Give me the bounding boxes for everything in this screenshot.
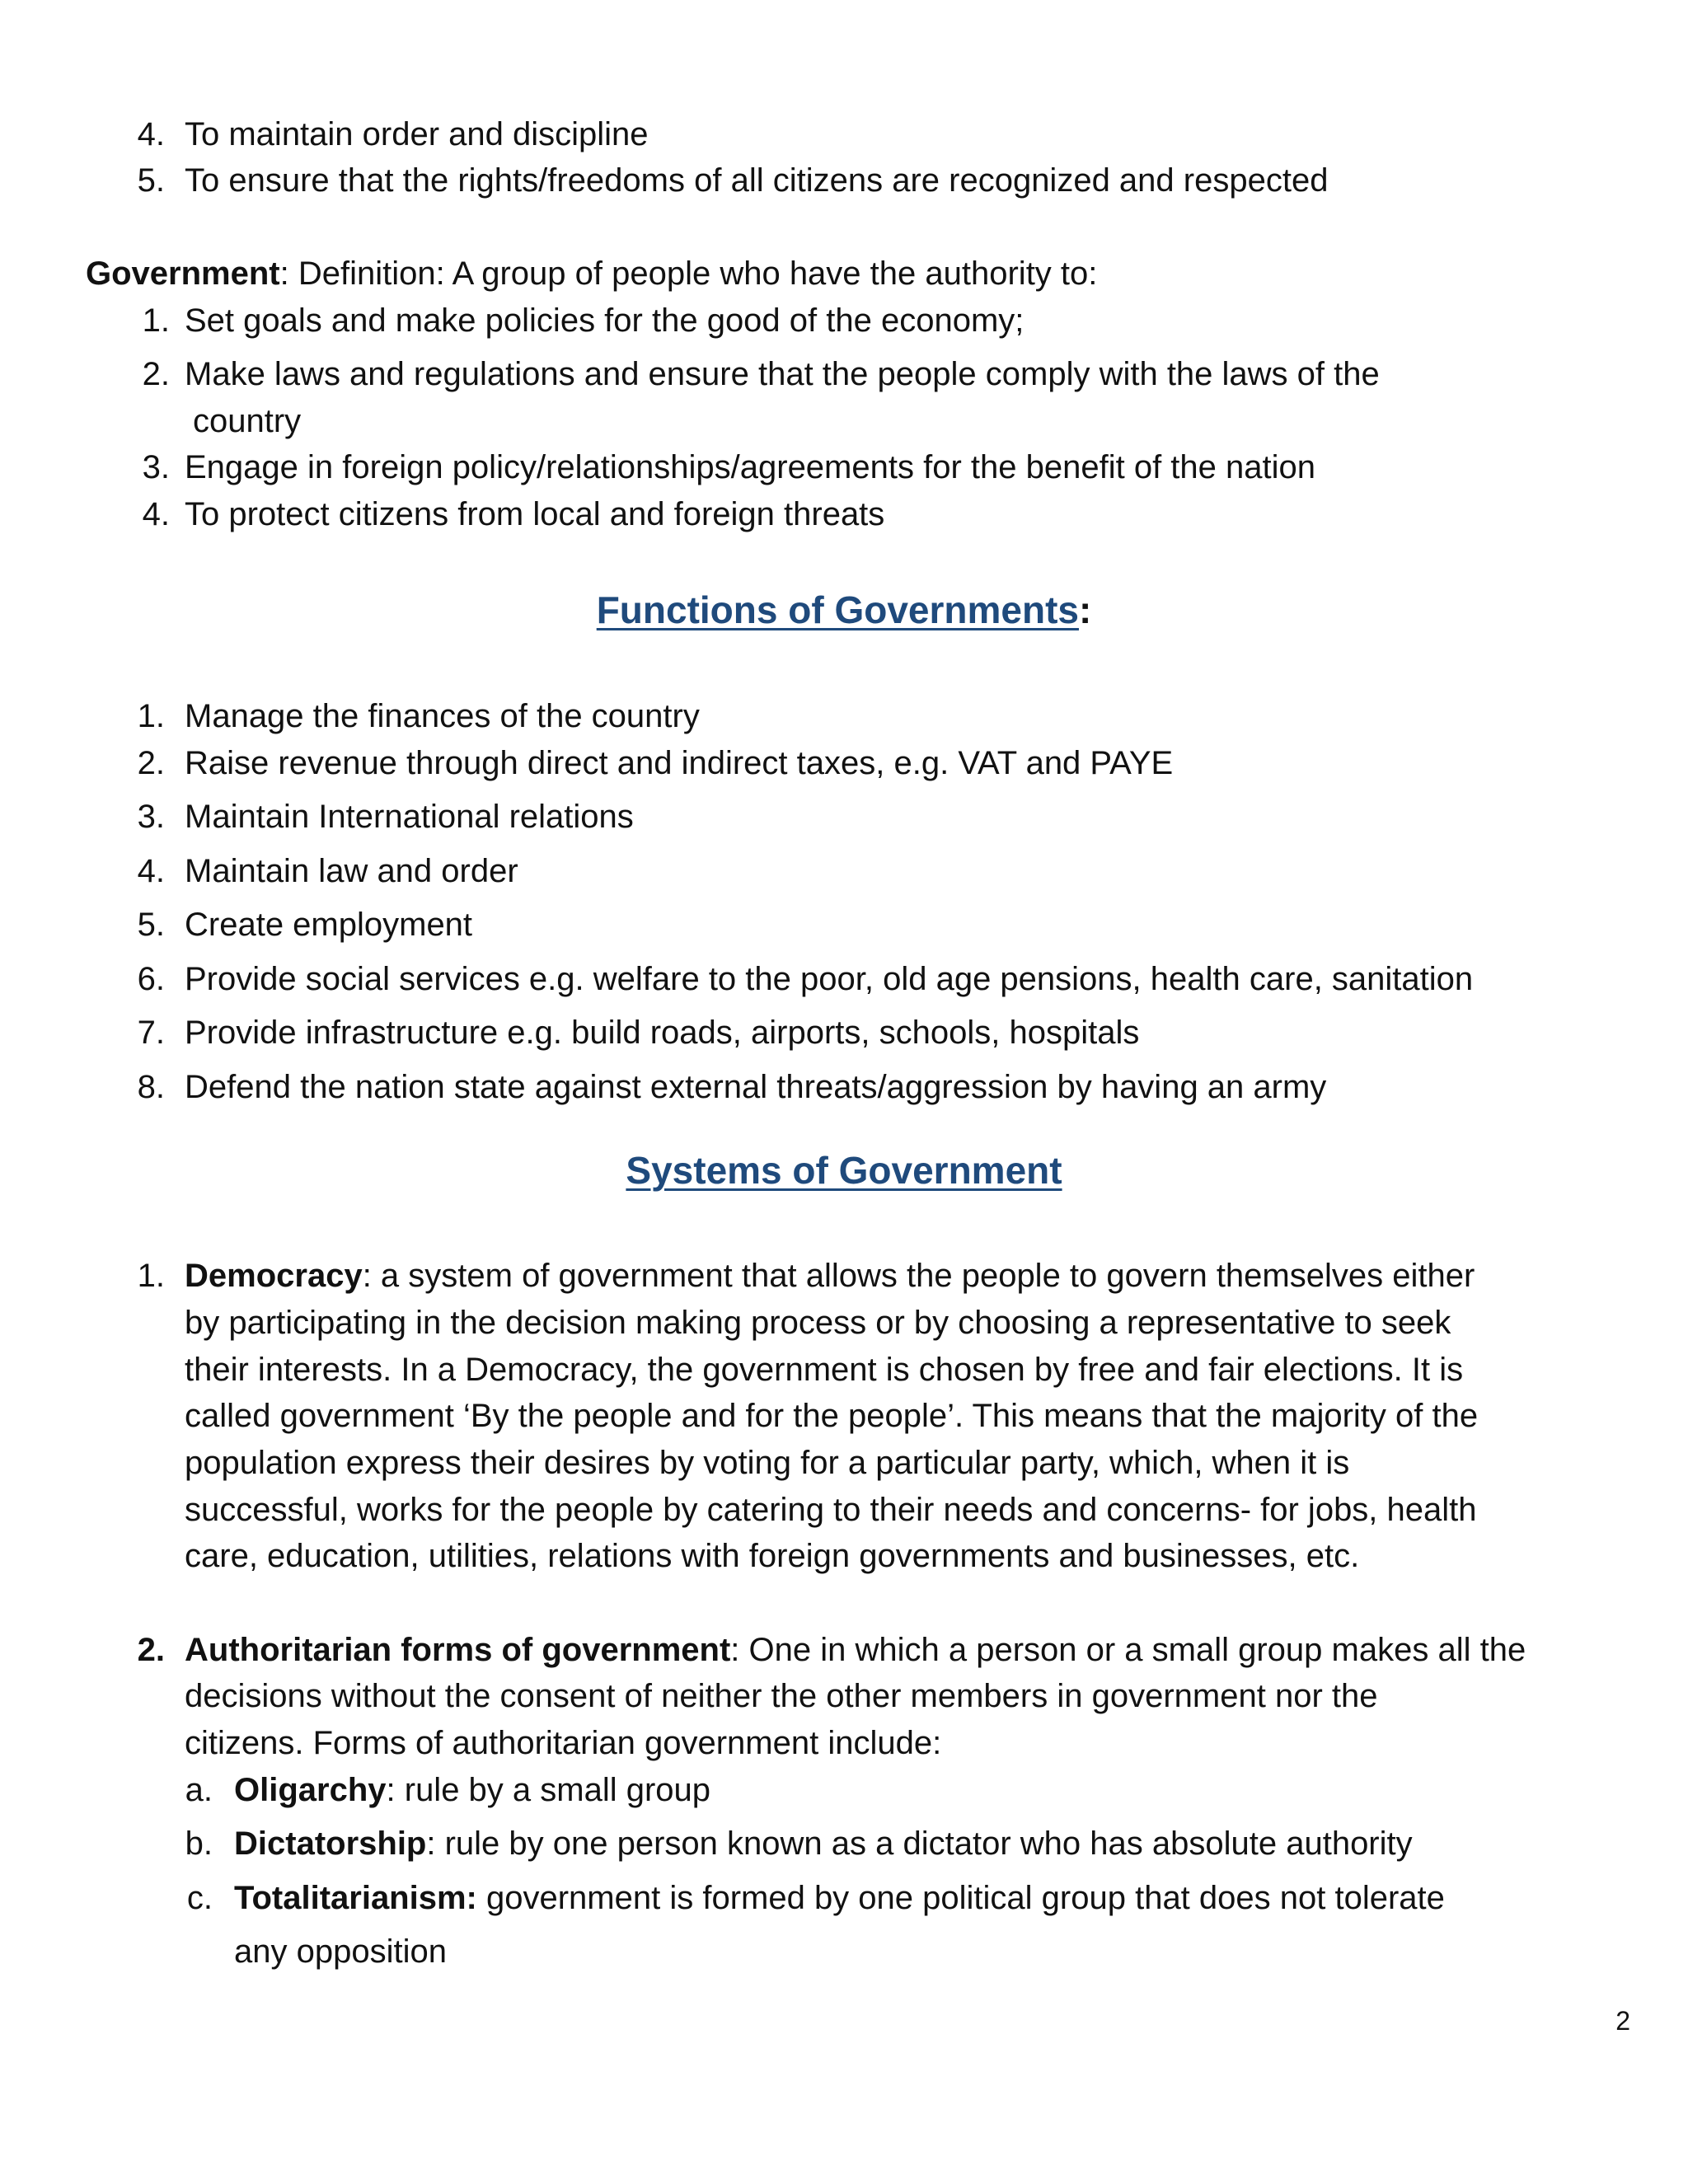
systems-heading (0, 1147, 1688, 1193)
sublist-item-continuation: any opposition (234, 1933, 447, 1970)
paragraph-line: care, education, utilities, relations with foreign governments and businesses, etc. (185, 1538, 1360, 1574)
form-text: : rule by a small group (386, 1772, 711, 1808)
sublist-letter: b. (185, 1825, 213, 1862)
list-number: 4. (142, 496, 170, 532)
paragraph-line: citizens. Forms of authoritarian government include: (185, 1725, 942, 1761)
sublist-item (234, 1770, 710, 1810)
paragraph-line: successful, works for the people by catering to their needs and concerns- for jobs, health (185, 1492, 1477, 1528)
form-term: Dictatorship (234, 1825, 427, 1862)
list-number: 2. (142, 356, 170, 392)
list-number: 1. (142, 302, 170, 339)
list-number: 1. (137, 698, 165, 734)
sublist-letter: a. (185, 1772, 213, 1808)
authoritarian-text: : One in which a person or a small group makes all the (730, 1632, 1526, 1668)
form-term: Totalitarianism: (234, 1880, 477, 1916)
paragraph-line: by participating in the decision making process or by choosing a representative to seek (185, 1305, 1451, 1341)
functions-heading (0, 587, 1688, 633)
definition-line (86, 254, 1097, 293)
list-item: Manage the finances of the country (185, 698, 700, 734)
democracy-text: : a system of government that allows the people to govern themselves either (362, 1258, 1475, 1294)
form-term: Oligarchy (234, 1772, 387, 1808)
list-number: 7. (137, 1015, 165, 1051)
democracy-term: Democracy (185, 1258, 363, 1294)
list-item: To ensure that the rights/freedoms of all citizens are recognized and respected (185, 162, 1329, 199)
sublist-item (234, 1878, 1445, 1918)
list-number: 3. (142, 449, 170, 485)
paragraph-line: called government ‘By the people and for the people’. This means that the majority of the (185, 1398, 1479, 1434)
list-number: 2. (137, 1632, 165, 1668)
list-number: 5. (137, 162, 165, 199)
list-number: 4. (137, 116, 165, 152)
list-item: To protect citizens from local and foreign threats (185, 496, 885, 532)
list-item: Provide social services e.g. welfare to the poor, old age pensions, health care, sanitation (185, 961, 1474, 997)
authoritarian-line (185, 1630, 1526, 1670)
paragraph-line: their interests. In a Democracy, the government is chosen by free and fair elections. It is (185, 1352, 1464, 1388)
definition-text: : Definition: A group of people who have the authority to: (279, 255, 1098, 292)
list-number: 5. (137, 907, 165, 943)
paragraph-line: decisions without the consent of neither the other members in government nor the (185, 1678, 1378, 1714)
list-item: Maintain International relations (185, 799, 634, 835)
list-item: Create employment (185, 907, 473, 943)
list-item: Defend the nation state against external threats/aggression by having an army (185, 1069, 1327, 1105)
paragraph-line: population express their desires by voting for a particular party, which, when it is (185, 1445, 1350, 1481)
list-item: Make laws and regulations and ensure that the people comply with the laws of the (185, 356, 1380, 392)
form-text: : rule by one person known as a dictator who has absolute authority (426, 1825, 1413, 1862)
list-item-continuation: country (193, 403, 302, 439)
authoritarian-term: Authoritarian forms of government (185, 1632, 731, 1668)
functions-heading-text: Functions of Governments (596, 588, 1079, 631)
list-item: Engage in foreign policy/relationships/agreements for the benefit of the nation (185, 449, 1315, 485)
page-number: 2 (1615, 2006, 1630, 2036)
systems-heading-text: Systems of Government (626, 1149, 1062, 1192)
democracy-line (185, 1256, 1475, 1296)
list-number: 2. (137, 745, 165, 781)
sublist-item (234, 1824, 1413, 1863)
list-number: 1. (137, 1258, 165, 1294)
list-number: 4. (137, 853, 165, 889)
government-term: Government (86, 255, 280, 292)
form-text: government is formed by one political group that does not tolerate (476, 1880, 1445, 1916)
list-item: To maintain order and discipline (185, 116, 649, 152)
sublist-letter: c. (186, 1880, 213, 1916)
list-item: Maintain law and order (185, 853, 518, 889)
list-item: Provide infrastructure e.g. build roads, airports, schools, hospitals (185, 1015, 1140, 1051)
list-number: 8. (137, 1069, 165, 1105)
list-number: 6. (137, 961, 165, 997)
list-number: 3. (137, 799, 165, 835)
list-item: Raise revenue through direct and indirect taxes, e.g. VAT and PAYE (185, 745, 1174, 781)
list-item: Set goals and make policies for the good of the economy; (185, 302, 1025, 339)
functions-heading-colon: : (1078, 588, 1092, 631)
